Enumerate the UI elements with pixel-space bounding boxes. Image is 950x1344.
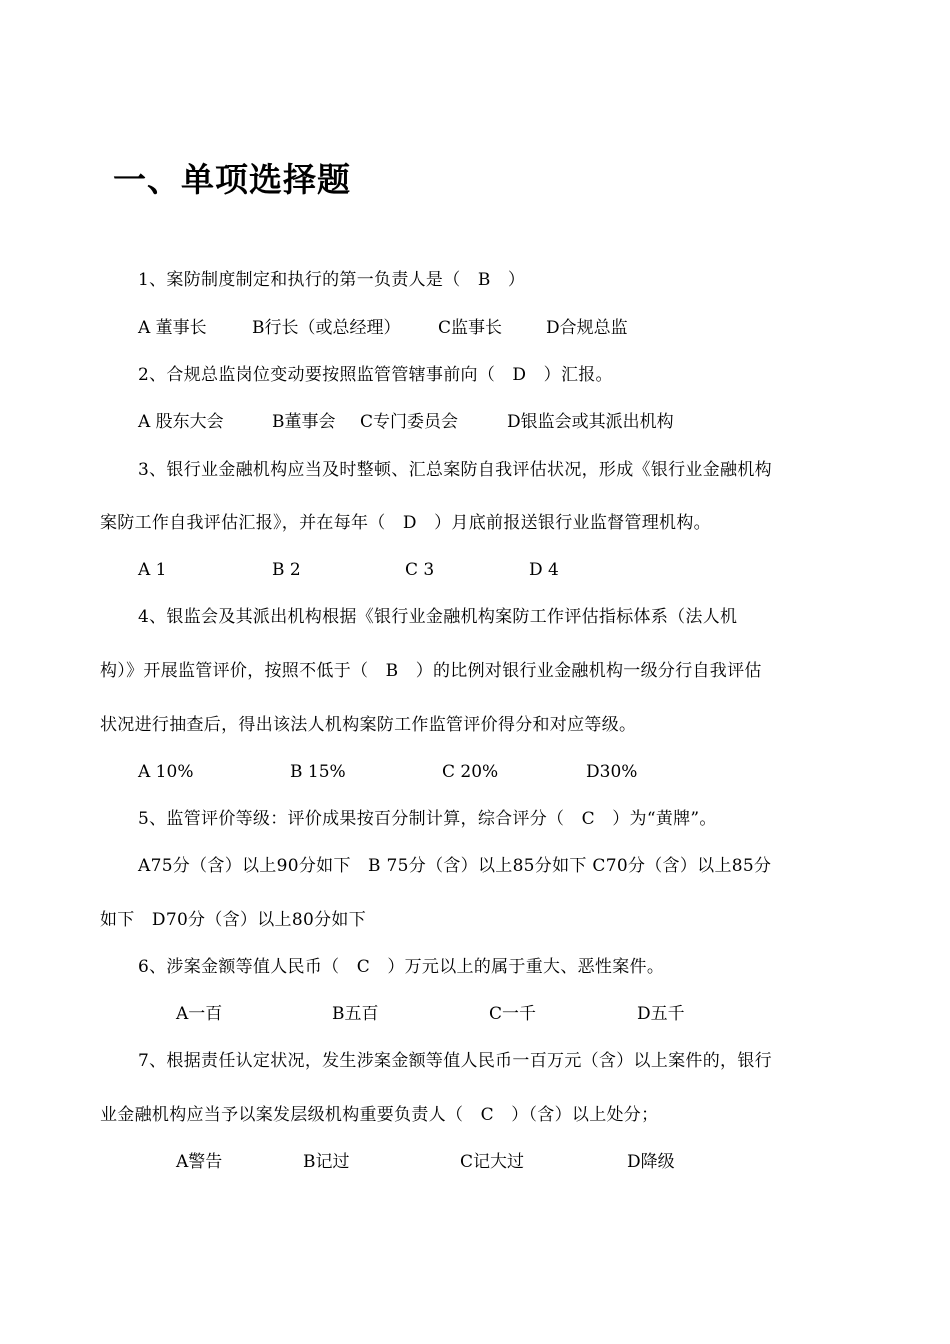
question-5-options-line-2: 如下 D70分（含）以上80分如下 <box>100 910 366 930</box>
question-2-option-c: C专门委员会 <box>360 412 459 432</box>
question-4-option-c: C 20% <box>442 762 499 782</box>
question-3-stem-line-1: 3、银行业金融机构应当及时整顿、汇总案防自我评估状况，形成《银行业金融机构 <box>138 460 772 480</box>
question-4-stem-line-3: 状况进行抽查后，得出该法人机构案防工作监管评价得分和对应等级。 <box>100 715 637 735</box>
question-7-option-c: C记大过 <box>460 1152 525 1172</box>
question-7-stem-line-2: 业金融机构应当予以案发层级机构重要负责人（ C ）（含）以上处分； <box>100 1105 659 1125</box>
question-3-option-a: A 1 <box>138 560 167 580</box>
question-3-option-d: D 4 <box>529 560 559 580</box>
question-6-stem: 6、涉案金额等值人民币（ C ）万元以上的属于重大、恶性案件。 <box>138 957 665 977</box>
question-4-option-a: A 10% <box>138 762 194 782</box>
question-1-option-d: D合规总监 <box>546 318 628 338</box>
question-2-option-d: D银监会或其派出机构 <box>507 412 674 432</box>
question-6-option-c: C一千 <box>489 1004 537 1024</box>
question-6-option-b: B五百 <box>332 1004 379 1024</box>
question-4-option-b: B 15% <box>290 762 346 782</box>
question-4-option-d: D30% <box>586 762 638 782</box>
question-7-option-a: A警告 <box>176 1152 223 1172</box>
page-title: 一、单项选择题 <box>113 160 351 199</box>
question-2-option-b: B董事会 <box>272 412 336 432</box>
question-3-stem-line-2: 案防工作自我评估汇报》，并在每年（ D ）月底前报送银行业监督管理机构。 <box>100 513 711 533</box>
question-1-option-c: C监事长 <box>438 318 503 338</box>
question-3-option-b: B 2 <box>272 560 301 580</box>
question-1-option-b: B行长（或总经理） <box>252 318 401 338</box>
question-2-option-a: A 股东大会 <box>138 412 224 432</box>
question-6-option-a: A一百 <box>176 1004 223 1024</box>
question-1-option-a: A 董事长 <box>138 318 207 338</box>
question-7-option-d: D降级 <box>627 1152 675 1172</box>
question-1-stem: 1、案防制度制定和执行的第一负责人是（ B ） <box>138 270 526 290</box>
question-4-stem-line-2: 构）》开展监管评价，按照不低于（ B ）的比例对银行业金融机构一级分行自我评估 <box>100 661 762 681</box>
question-5-options-line-1: A75分（含）以上90分如下 B 75分（含）以上85分如下 C70分（含）以上85分 <box>138 856 772 876</box>
question-7-option-b: B记过 <box>303 1152 350 1172</box>
question-3-option-c: C 3 <box>405 560 435 580</box>
question-4-stem-line-1: 4、银监会及其派出机构根据《银行业金融机构案防工作评估指标体系（法人机 <box>138 607 738 627</box>
question-6-option-d: D五千 <box>637 1004 685 1024</box>
question-7-stem-line-1: 7、根据责任认定状况，发生涉案金额等值人民币一百万元（含）以上案件的，银行 <box>138 1051 772 1071</box>
question-2-stem: 2、合规总监岗位变动要按照监管管辖事前向（ D ）汇报。 <box>138 365 613 385</box>
question-5-stem: 5、监管评价等级：评价成果按百分制计算，综合评分（ C ）为“黄牌”。 <box>138 809 717 829</box>
